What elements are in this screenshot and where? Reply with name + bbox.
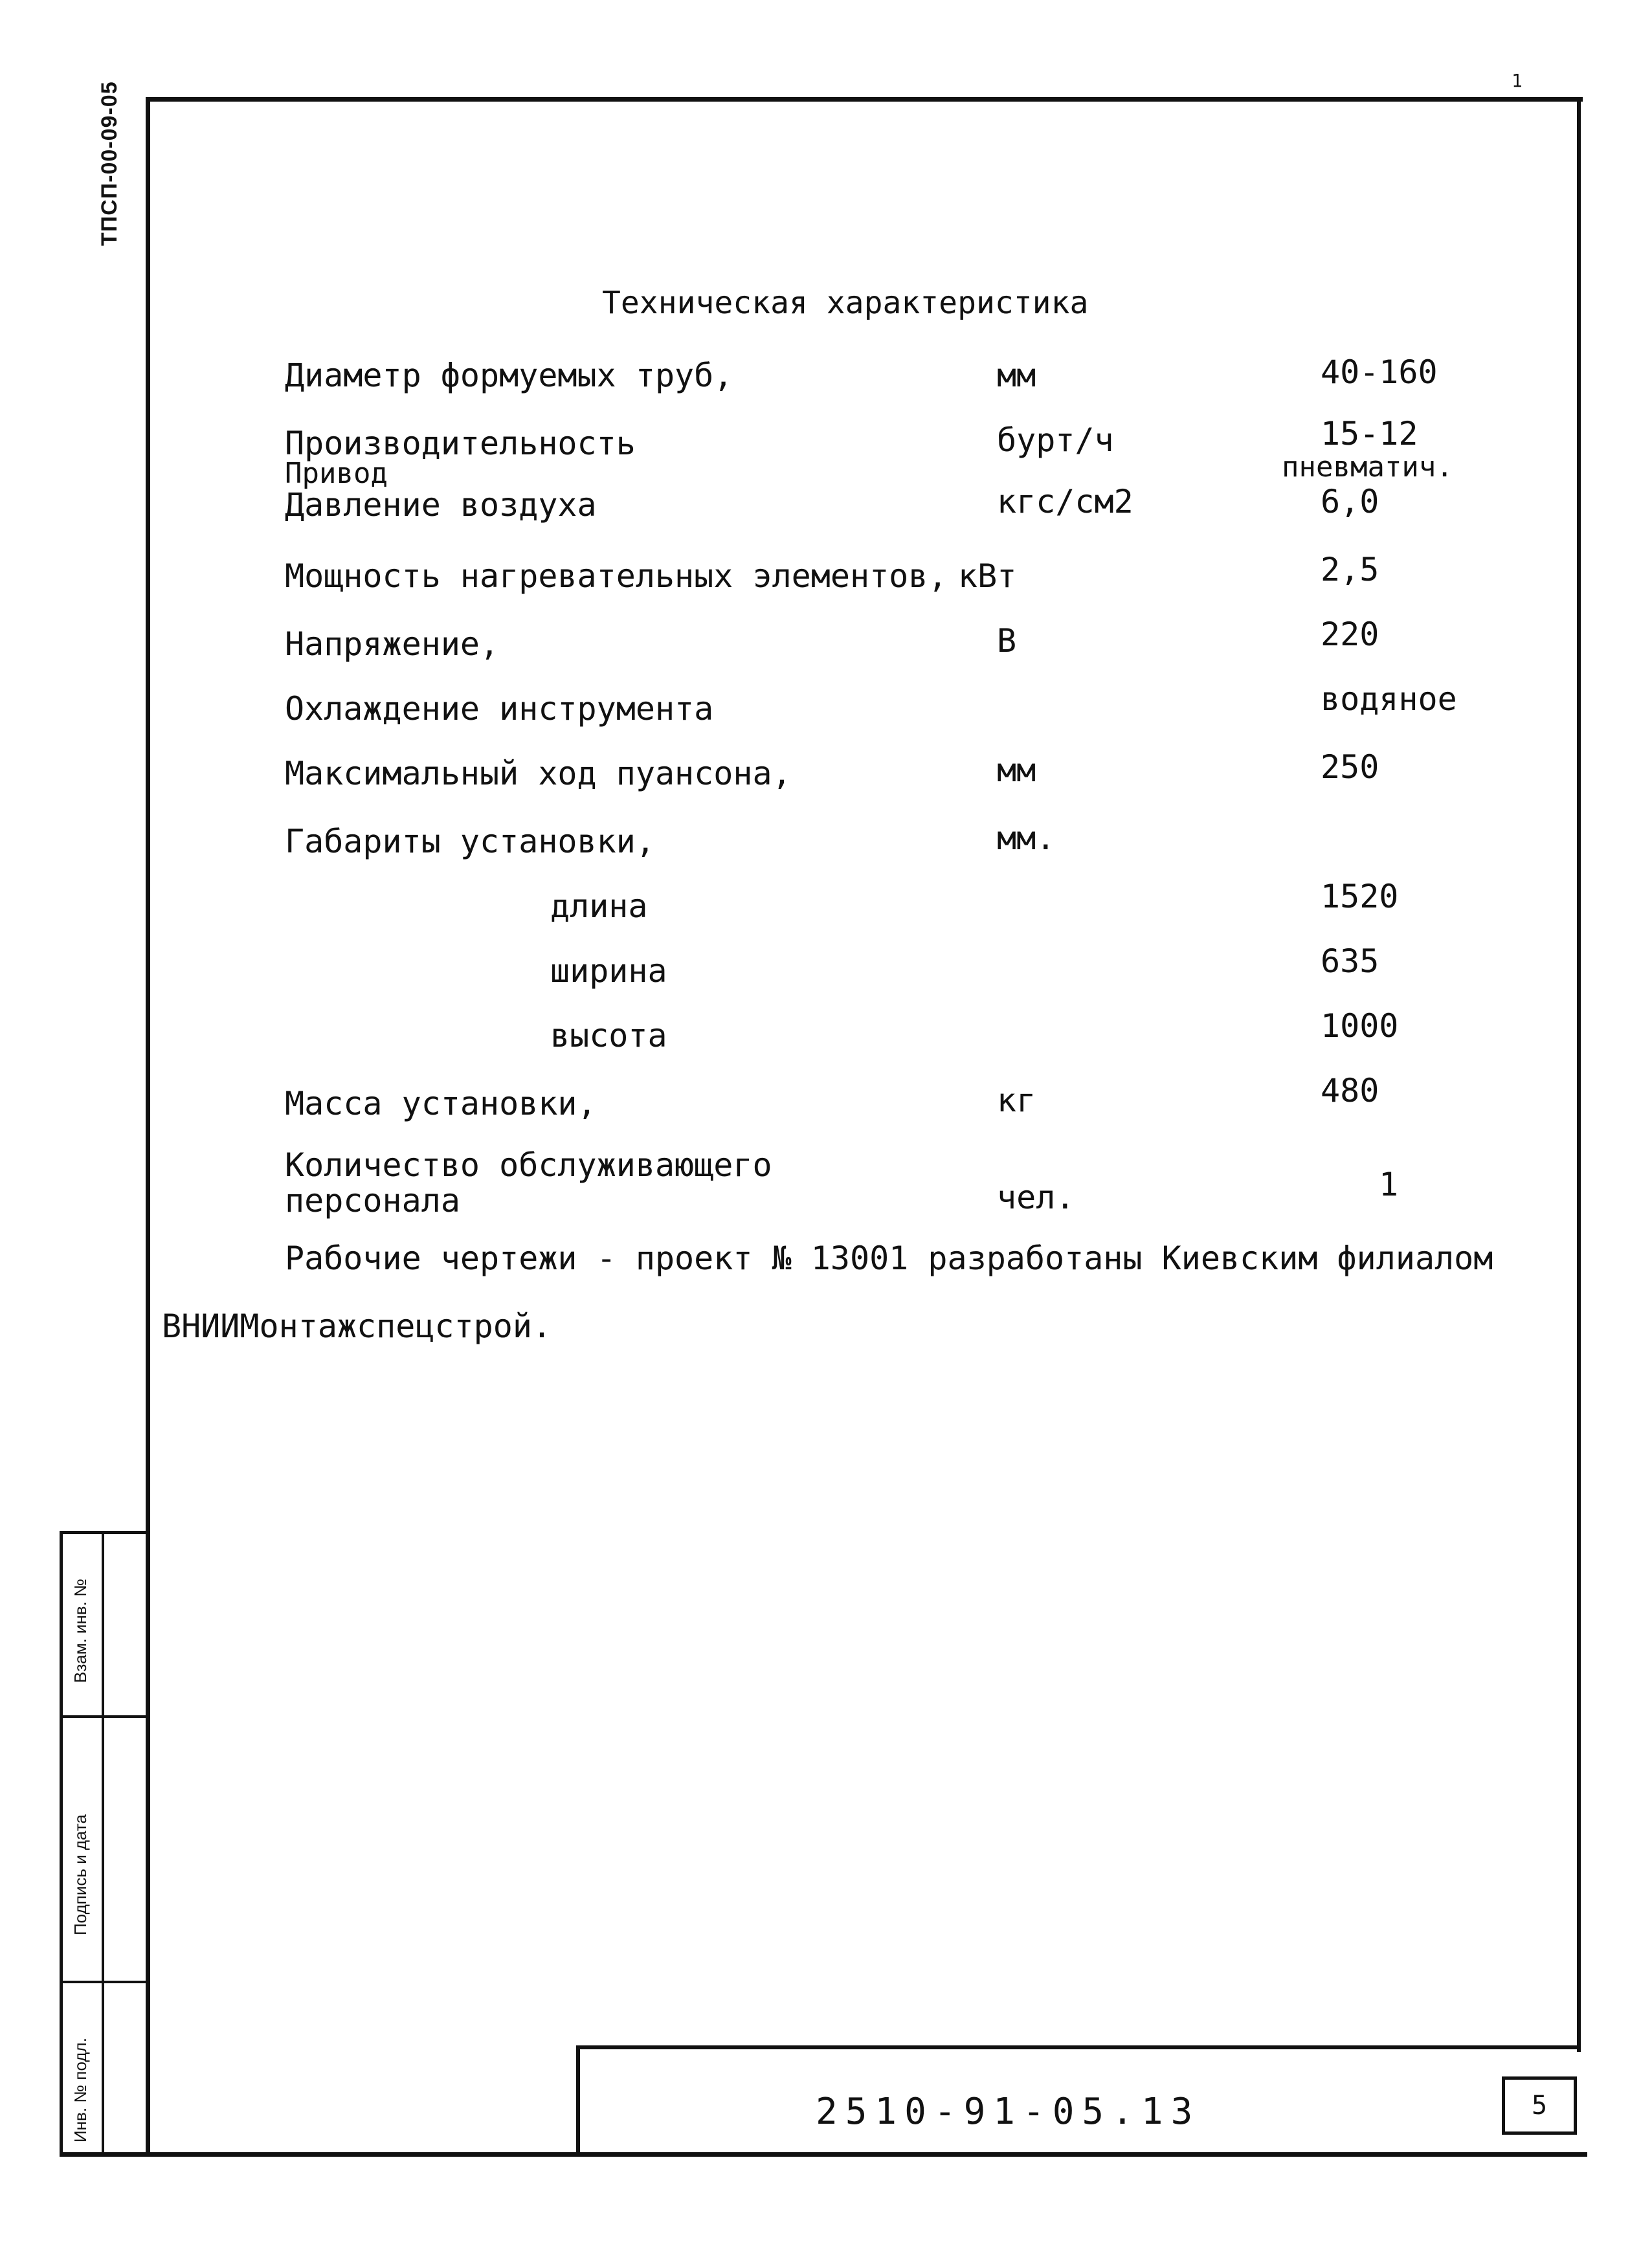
spec-value: 15-12 [1321, 415, 1418, 452]
spec-unit: бурт/ч [997, 421, 1114, 459]
spec-name: Производительность [285, 425, 636, 462]
spec-value: 2,5 [1321, 551, 1379, 588]
page-title: Техническая характеристика [602, 285, 1089, 321]
spec-unit: мм [997, 357, 1036, 394]
spec-name: Привод [285, 457, 388, 490]
document-number: 2510-91-05.13 [816, 2091, 1201, 2133]
sheet-number: 5 [1531, 2091, 1548, 2120]
spec-unit: кВт [958, 557, 1017, 595]
spec-unit: кг [997, 1082, 1036, 1119]
spec-value: пневматич. [1282, 451, 1453, 484]
spec-name: Габариты установки, [285, 823, 655, 860]
spec-unit: мм [997, 751, 1036, 789]
spec-name: Напряжение, [285, 625, 500, 663]
spec-name: Максимальный ход пуансона, [285, 755, 792, 792]
spec-value: 250 [1321, 748, 1379, 786]
spec-name: Охлаждение инструмента [285, 690, 714, 728]
stamp-row-divider [63, 1715, 146, 1718]
stamp-row-divider [63, 1981, 146, 1983]
spec-name: Давление воздуха [285, 486, 597, 524]
spec-unit: мм. [997, 819, 1056, 857]
spec-subname: длина [550, 887, 648, 925]
stamp-box [60, 1531, 146, 2157]
stamp-label-original-inventory: Инв. № подл. [71, 2038, 90, 2142]
spec-unit: кгс/см2 [997, 483, 1133, 520]
spec-unit: В [997, 622, 1017, 660]
frame-right-border [1577, 97, 1581, 2052]
sheet-number-box [1502, 2076, 1577, 2135]
page-tick: 1 [1512, 70, 1523, 91]
spec-value: 1520 [1321, 878, 1399, 915]
spec-name: Мощность нагревательных элементов, [285, 557, 948, 595]
spec-value: 40-160 [1321, 353, 1438, 391]
spec-subname: ширина [550, 952, 667, 990]
spec-unit: чел. [997, 1179, 1075, 1216]
spec-name: Количество обслуживающего [285, 1146, 772, 1184]
spec-value: 220 [1321, 616, 1379, 653]
frame-left-border [146, 97, 150, 2155]
spec-name: Масса установки, [285, 1085, 597, 1122]
spec-subname: высота [550, 1017, 667, 1054]
stamp-label-signature-date: Подпись и дата [71, 1814, 90, 1935]
stamp-label-replacement-inventory: Взам. инв. № [71, 1578, 90, 1683]
spec-value: 1 [1379, 1166, 1399, 1203]
stamp-column-divider [102, 1534, 104, 2157]
paragraph-line-2: ВНИИМонтажспецстрой. [162, 1308, 552, 1345]
paragraph-line-1: Рабочие чертежи - проект № 13001 разработаны Киевским филиалом [285, 1240, 1493, 1277]
spec-value: 480 [1321, 1072, 1379, 1109]
spec-value: 1000 [1321, 1007, 1399, 1045]
frame-top-border [146, 97, 1583, 102]
spec-name: персонала [285, 1182, 460, 1219]
spec-value: 6,0 [1321, 483, 1379, 520]
spec-value: водяное [1321, 680, 1457, 718]
spec-value: 635 [1321, 942, 1379, 980]
margin-document-code: ТПСП-00-09-05 [97, 81, 122, 246]
spec-name: Диаметр формуемых труб, [285, 357, 733, 394]
